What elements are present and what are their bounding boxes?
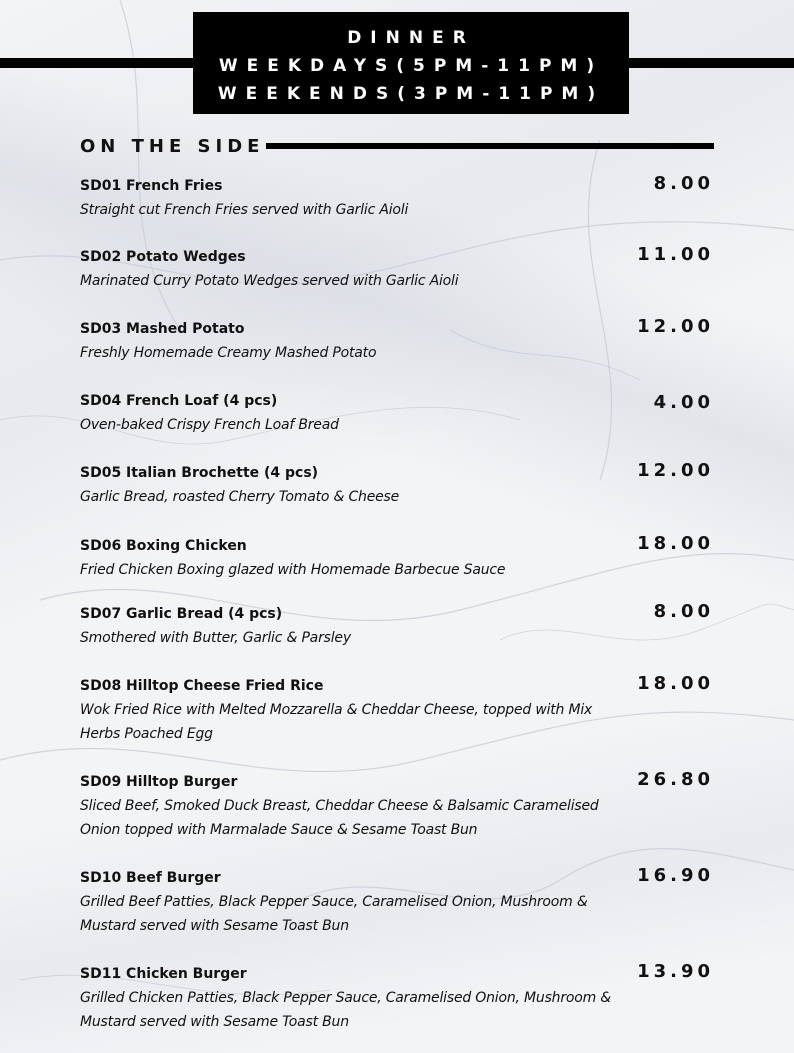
item-name: SD04 French Loaf (4 pcs): [80, 393, 278, 409]
item-description: Grilled Chicken Patties, Black Pepper Sauce, Caramelised Onion, Mushroom & Mustard served with Sesame Toast Bun: [80, 990, 612, 1030]
item-price: 13.90: [637, 961, 714, 982]
item-name: SD01 French Fries: [80, 178, 223, 194]
item-description: Fried Chicken Boxing glazed with Homemade Barbecue Sauce: [80, 562, 506, 578]
item-price: 26.80: [637, 769, 714, 790]
item-price: 11.00: [637, 244, 714, 265]
item-description: Straight cut French Fries served with Garlic Aioli: [80, 202, 409, 218]
weekend-hours: WEEKENDS(3PM-11PM): [217, 84, 605, 104]
item-name: SD05 Italian Brochette (4 pcs): [80, 465, 319, 481]
weekday-hours: WEEKDAYS(5PM-11PM): [218, 56, 604, 76]
item-name: SD03 Mashed Potato: [80, 321, 245, 337]
item-price: 16.90: [637, 865, 714, 886]
item-description: Oven-baked Crispy French Loaf Bread: [80, 417, 339, 433]
item-price: 18.00: [637, 673, 714, 694]
menu-item: [80, 534, 714, 582]
menu-item: [80, 602, 714, 650]
item-price: 8.00: [653, 173, 714, 194]
menu-item: [80, 674, 714, 746]
item-name: SD06 Boxing Chicken: [80, 538, 247, 554]
item-name: SD11 Chicken Burger: [80, 966, 247, 982]
item-description: Garlic Bread, roasted Cherry Tomato & Cheese: [80, 489, 400, 505]
item-price: 18.00: [637, 533, 714, 554]
item-description: Smothered with Butter, Garlic & Parsley: [80, 630, 351, 646]
menu-item: [80, 461, 714, 509]
header-banner: [193, 12, 629, 114]
item-price: 12.00: [637, 316, 714, 337]
item-price: 8.00: [653, 601, 714, 622]
section-header: [80, 133, 714, 159]
item-description: Wok Fried Rice with Melted Mozzarella & Cheddar Cheese, topped with Mix Herbs Poached Egg: [80, 702, 593, 742]
item-description: Marinated Curry Potato Wedges served with Garlic Aioli: [80, 273, 459, 289]
item-name: SD09 Hilltop Burger: [80, 774, 238, 790]
menu-item: [80, 866, 714, 938]
item-name: SD02 Potato Wedges: [80, 249, 246, 265]
section-title: ON THE SIDE: [80, 135, 265, 157]
item-description: Freshly Homemade Creamy Mashed Potato: [80, 345, 377, 361]
item-name: SD07 Garlic Bread (4 pcs): [80, 606, 283, 622]
menu-item: [80, 174, 714, 222]
menu-item: [80, 245, 714, 293]
menu-item: [80, 770, 714, 842]
item-name: SD08 Hilltop Cheese Fried Rice: [80, 678, 324, 694]
item-description: Sliced Beef, Smoked Duck Breast, Cheddar Cheese & Balsamic Caramelised Onion topped with Marmalade Sauce & Sesame Toast Bun: [80, 798, 599, 838]
item-description: Grilled Beef Patties, Black Pepper Sauce, Caramelised Onion, Mushroom & Mustard served with Sesame Toast Bun: [80, 894, 588, 934]
item-price: 12.00: [637, 460, 714, 481]
menu-item: [80, 389, 714, 437]
item-name: SD10 Beef Burger: [80, 870, 221, 886]
menu-item: [80, 317, 714, 365]
header-title: DINNER: [347, 28, 475, 48]
section-divider: [266, 143, 714, 149]
item-price: 4.00: [653, 392, 714, 413]
menu-item: [80, 962, 714, 1034]
